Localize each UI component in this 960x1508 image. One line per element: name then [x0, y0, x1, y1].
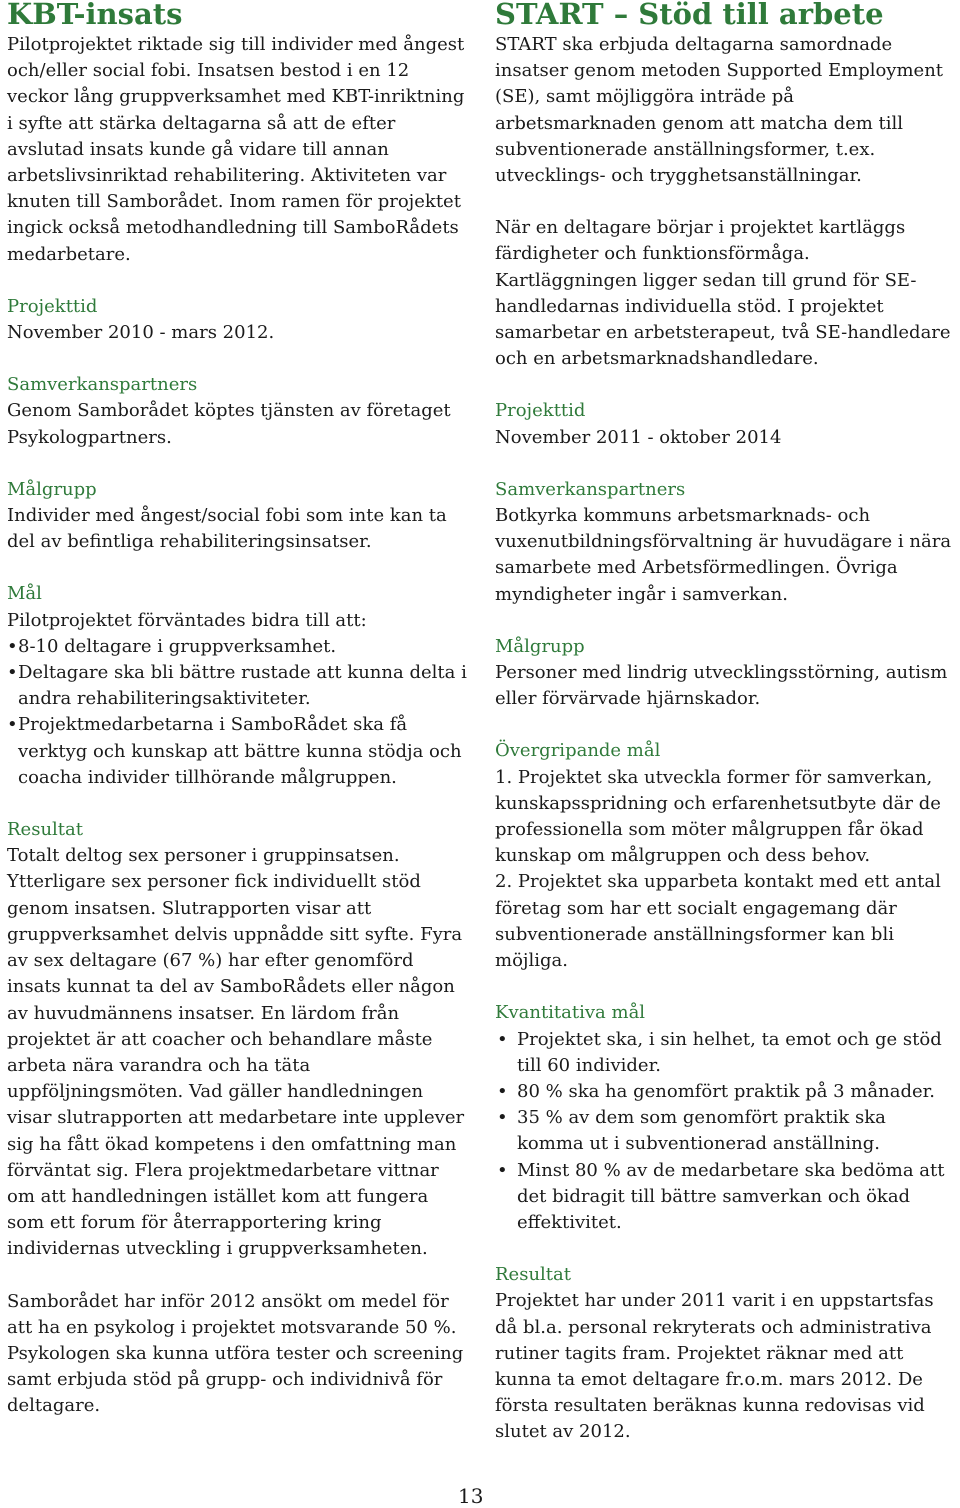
start-resultat-heading: Resultat: [495, 1264, 571, 1286]
bullet-icon: •: [7, 662, 18, 684]
start-intro2: När en deltagare börjar i projektet kartläggs färdigheter och funktionsförmåga. Kartläggningen ligger sedan till grund för SE-handledarnas individuella stöd. I projektet samarbetar en arbetsterapeut, två SE-handledare och en arbetsmarknadshandledare.: [495, 217, 951, 370]
start-title: START – Stöd till arbete: [495, 0, 884, 31]
kbt-samverkan-heading: Samverkanspartners: [7, 374, 198, 396]
page-number: 13: [458, 1484, 484, 1508]
list-item: • 80 % ska ha genomfört praktik på 3 månader.: [495, 1079, 957, 1105]
kbt-samverkan-text: Genom Samborådet köptes tjänsten av företaget Psykologpartners.: [7, 400, 451, 448]
kbt-title: KBT-insats: [7, 0, 183, 31]
bullet-icon: •: [497, 1080, 508, 1102]
start-intro: START ska erbjuda deltagarna samordnade insatser genom metoden Supported Employment (SE), samt möjliggöra inträde på arbetsmarknaden genom att matcha dem till subventionerade anställningsformer, t.ex. utvecklings- och trygghetsanställningar.: [495, 34, 944, 187]
kbt-resultat-text: Totalt deltog sex personer i gruppinsatsen. Ytterligare sex personer fick individuellt stöd genom insatsen. Slutrapporten visar att gruppverksamhet delvis uppnådde sitt syfte. Fyra av sex deltagare (67 %) har efter genomförd insats kunnat ta del av SamboRådets eller någon av huvudmännens insatser. En lärdom från projektet är att coacher och behandlare måste arbeta nära varandra och ha täta uppföljningsmöten. Vad gäller handledningen visar slutrapporten att medarbetare inte upplever sig ha fått ökad kompetens i den omfattning man förväntat sig. Flera projektmedarbetare vittnar om att handledningen istället kom att fungera som ett forum för återrapportering kring individernas utveckling i gruppverksamheten.: [7, 845, 465, 1260]
list-item: • 35 % av dem som genomfört praktik ska komma ut i subventionerad anställning.: [497, 1107, 886, 1155]
kbt-resultat-text2: Samborådet har inför 2012 ansökt om medel för att ha en psykolog i projektet motsvarande 50 %. Psykologen ska kunna utföra tester och screening samt erbjuda stöd på grupp- och individnivå för deltagare.: [7, 1290, 464, 1417]
kbt-intro: Pilotprojektet riktade sig till individer med ångest och/eller social fobi. Insatsen bestod i en 12 veckor lång gruppverksamhet med KBT-inriktning i syfte att stärka deltagarna så att de efter avslutad insats kunde gå vidare till annan arbetslivsinriktad rehabilitering. Aktiviteten var knuten till Samborådet. Inom ramen för projektet ingick också metodhandledning till SamboRådets medarbetare.: [7, 34, 465, 265]
bullet-icon: •: [497, 1028, 508, 1050]
start-resultat-text: Projektet har under 2011 varit i en uppstartsfas då bl.a. personal rekryterats och administrativa rutiner tagits fram. Projektet räknar med att kunna ta emot deltagare fr.o.m. mars 2012. De första resultaten beräknas kunna redovisas vid slutet av 2012.: [495, 1290, 934, 1443]
list-item: • 8-10 deltagare i gruppverksamhet.: [7, 634, 467, 660]
kbt-projekttid-heading: Projekttid: [7, 295, 98, 317]
bullet-icon: •: [497, 1107, 508, 1129]
start-kvantitativa-list: [495, 1027, 957, 1237]
bullet-icon: •: [497, 1159, 508, 1181]
start-kvantitativa-heading: Kvantitativa mål: [495, 1002, 646, 1024]
bullet-icon: •: [7, 714, 18, 736]
start-overgripande-heading: Övergripande mål: [495, 740, 661, 762]
start-samverkan-heading: Samverkanspartners: [495, 478, 686, 500]
kbt-projekttid-text: November 2010 - mars 2012.: [7, 322, 275, 344]
kbt-mal-list: [7, 634, 467, 791]
kbt-mal-heading: Mål: [7, 583, 42, 605]
kbt-malgrupp-text: Individer med ångest/social fobi som inte kan ta del av befintliga rehabiliteringsinsatser.: [7, 505, 447, 553]
bullet-icon: •: [7, 635, 18, 657]
list-item: • Deltagare ska bli bättre rustade att kunna delta i andra rehabiliteringsaktiviteter.: [7, 662, 467, 710]
left-column: [7, 0, 467, 1420]
kbt-resultat-heading: Resultat: [7, 819, 83, 841]
right-column: [495, 0, 957, 1446]
kbt-malgrupp-heading: Målgrupp: [7, 478, 97, 500]
start-projekttid-text: November 2011 - oktober 2014: [495, 426, 782, 448]
list-item: • Projektet ska, i sin helhet, ta emot och ge stöd till 60 individer.: [497, 1028, 942, 1076]
start-projekttid-heading: Projekttid: [495, 400, 586, 422]
list-item: • Minst 80 % av de medarbetare ska bedöma att det bidragit till bättre samverkan och ökad effektivitet.: [497, 1159, 945, 1233]
start-malgrupp-heading: Målgrupp: [495, 635, 585, 657]
start-samverkan-text: Botkyrka kommuns arbetsmarknads- och vuxenutbildningsförvaltning är huvudägare i nära samarbete med Arbetsförmedlingen. Övriga myndigheter ingår i samverkan.: [495, 505, 952, 605]
start-overgripande-1: 1. Projektet ska utveckla former för samverkan, kunskapsspridning och erfarenhetsutbyte där de professionella som möter målgruppen får ökad kunskap om målgruppen och dess behov.: [495, 766, 941, 867]
start-overgripande-2: 2. Projektet ska upparbeta kontakt med ett antal företag som har ett socialt engagemang där subventionerade anställningsformer kan bli möjliga.: [495, 871, 941, 972]
start-malgrupp-text: Personer med lindrig utvecklingsstörning, autism eller förvärvade hjärnskador.: [495, 662, 948, 710]
kbt-mal-intro: Pilotprojektet förväntades bidra till att:: [7, 609, 367, 631]
list-item: • Projektmedarbetarna i SamboRådet ska få verktyg och kunskap att bättre kunna stödja och coacha individer tillhörande målgruppen.: [7, 714, 462, 788]
